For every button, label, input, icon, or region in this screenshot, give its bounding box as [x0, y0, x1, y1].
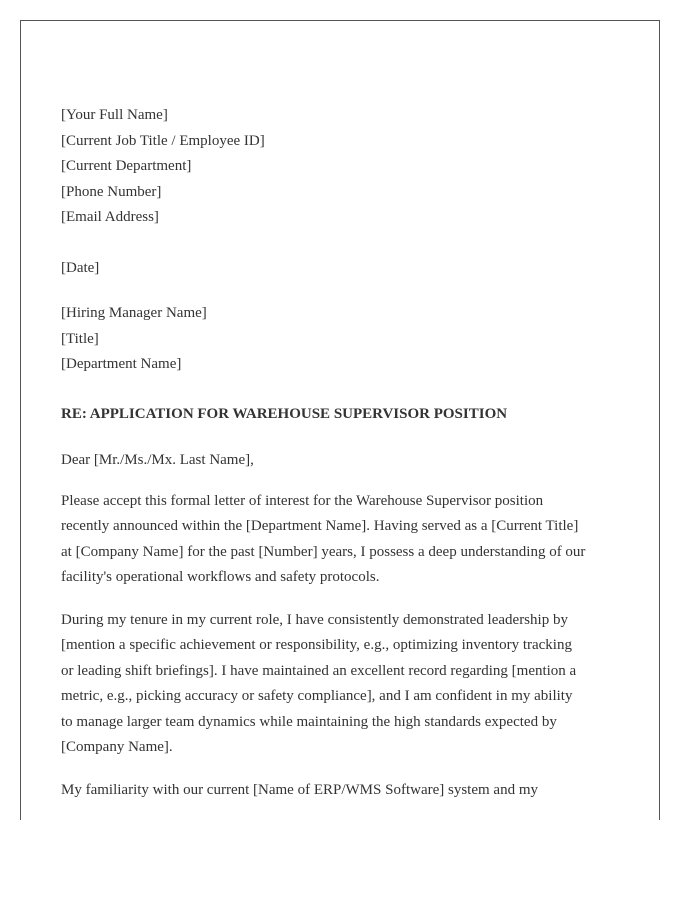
paragraph-line: to manage larger team dynamics while maintaining the high standards expected by [61, 713, 557, 730]
subject-line: RE: APPLICATION FOR WAREHOUSE SUPERVISOR POSITION [61, 405, 508, 422]
sender-phone: [Phone Number] [61, 183, 162, 200]
recipient-name: [Hiring Manager Name] [61, 305, 207, 321]
paragraph-line: During my tenure in my current role, I have consistently demonstrated leadership by [61, 611, 568, 628]
paragraph-line: at [Company Name] for the past [Number] years, I possess a deep understanding of our [61, 543, 586, 560]
paragraph-line: [mention a specific achievement or responsibility, e.g., optimizing inventory tracking [61, 637, 572, 653]
paragraph-line: metric, e.g., picking accuracy or safety compliance], and I am confident in my ability [61, 688, 573, 704]
sender-email: [Email Address] [61, 209, 159, 225]
recipient-block [61, 301, 631, 378]
body-paragraph-3 [61, 778, 631, 804]
recipient-title: [Title] [61, 330, 99, 347]
letter-date: [Date] [61, 259, 100, 276]
letter-body [61, 103, 631, 803]
sender-name: [Your Full Name] [61, 107, 168, 123]
paragraph-line: My familiarity with our current [Name of ERP/WMS Software] system and my [61, 781, 538, 798]
letter-page [20, 20, 660, 820]
sender-job-title: [Current Job Title / Employee ID] [61, 132, 265, 149]
recipient-department: [Department Name] [61, 356, 182, 372]
paragraph-line: or leading shift briefings]. I have maintained an excellent record regarding [mention a [61, 662, 577, 679]
paragraph-line: recently announced within the [Department Name]. Having served as a [Current Title] [61, 518, 579, 534]
sender-block [61, 103, 631, 231]
paragraph-line: Please accept this formal letter of interest for the Warehouse Supervisor position [61, 492, 544, 509]
salutation: Dear [Mr./Ms./Mx. Last Name], [61, 452, 254, 468]
body-paragraph-2 [61, 608, 631, 761]
paragraph-line: [Company Name]. [61, 739, 173, 755]
paragraph-line: facility's operational workflows and safety protocols. [61, 569, 380, 585]
sender-department: [Current Department] [61, 158, 192, 174]
body-paragraph-1 [61, 489, 631, 591]
